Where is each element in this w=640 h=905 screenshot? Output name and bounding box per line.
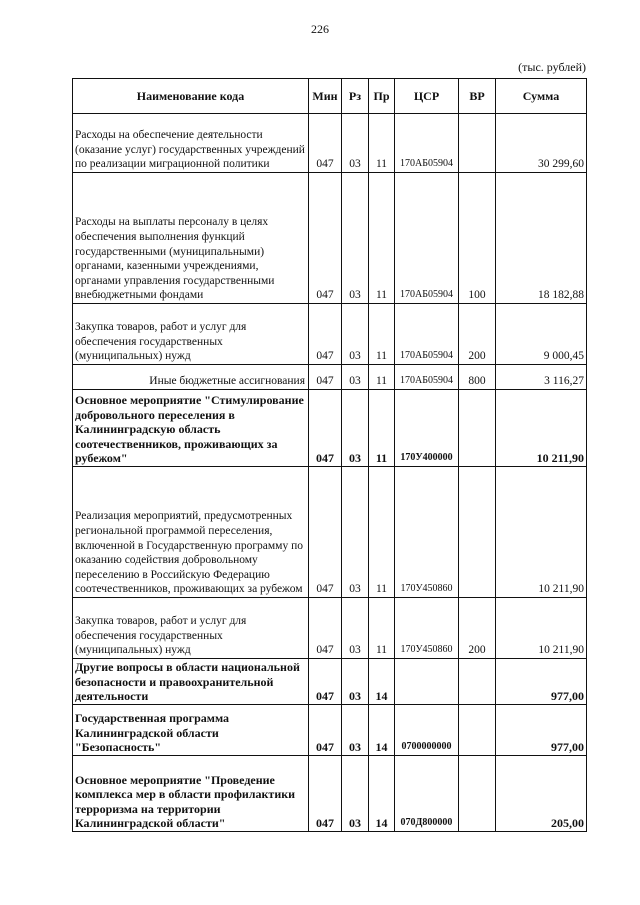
row-sum: 977,00 — [496, 659, 587, 705]
row-name: Государственная программа Калининградской области "Безопасность" — [73, 705, 309, 756]
units-label: (тыс. рублей) — [518, 60, 586, 74]
row-min: 047 — [309, 304, 342, 365]
row-pr: 14 — [369, 659, 395, 705]
row-min: 047 — [309, 114, 342, 173]
table-row — [73, 173, 587, 304]
row-vr — [459, 467, 496, 598]
header-pr: Пр — [369, 79, 395, 114]
row-pr: 11 — [369, 390, 395, 467]
row-sum: 977,00 — [496, 705, 587, 756]
row-rz: 03 — [342, 705, 369, 756]
header-min: Мин — [309, 79, 342, 114]
row-csr: 170АБ05904 — [395, 173, 459, 304]
row-sum: 3 116,27 — [496, 365, 587, 390]
row-vr — [459, 390, 496, 467]
row-sum: 18 182,88 — [496, 173, 587, 304]
row-rz: 03 — [342, 304, 369, 365]
row-sum: 9 000,45 — [496, 304, 587, 365]
row-sum: 10 211,90 — [496, 390, 587, 467]
header-name: Наименование кода — [73, 79, 309, 114]
row-rz: 03 — [342, 467, 369, 598]
table-row — [73, 390, 587, 467]
table-row — [73, 598, 587, 659]
row-rz: 03 — [342, 659, 369, 705]
row-name: Основное мероприятие "Стимулирование добровольного переселения в Калининградскую область соотечественников, проживающих за рубежом" — [73, 390, 309, 467]
header-vr: ВР — [459, 79, 496, 114]
row-rz: 03 — [342, 173, 369, 304]
row-min: 047 — [309, 705, 342, 756]
table-row — [73, 304, 587, 365]
table-row — [73, 467, 587, 598]
table-row — [73, 756, 587, 832]
table-row — [73, 705, 587, 756]
row-csr: 170АБ05904 — [395, 114, 459, 173]
row-vr: 100 — [459, 173, 496, 304]
row-min: 047 — [309, 467, 342, 598]
row-sum: 10 211,90 — [496, 598, 587, 659]
row-min: 047 — [309, 598, 342, 659]
row-csr: 170У400000 — [395, 390, 459, 467]
row-csr: 0700000000 — [395, 705, 459, 756]
table-row — [73, 114, 587, 173]
table-row — [73, 365, 587, 390]
row-min: 047 — [309, 390, 342, 467]
row-min: 047 — [309, 173, 342, 304]
row-pr: 11 — [369, 173, 395, 304]
header-csr: ЦСР — [395, 79, 459, 114]
row-min: 047 — [309, 365, 342, 390]
row-pr: 11 — [369, 598, 395, 659]
row-vr — [459, 114, 496, 173]
row-vr — [459, 659, 496, 705]
row-pr: 11 — [369, 467, 395, 598]
row-vr: 800 — [459, 365, 496, 390]
row-csr: 170АБ05904 — [395, 304, 459, 365]
header-sum: Сумма — [496, 79, 587, 114]
row-pr: 11 — [369, 365, 395, 390]
row-name: Закупка товаров, работ и услуг для обеспечения государственных (муниципальных) нужд — [73, 304, 309, 365]
row-rz: 03 — [342, 756, 369, 832]
row-name: Другие вопросы в области национальной безопасности и правоохранительной деятельности — [73, 659, 309, 705]
row-vr: 200 — [459, 598, 496, 659]
row-csr: 170У450860 — [395, 598, 459, 659]
row-csr: 170У450860 — [395, 467, 459, 598]
row-csr: 070Д800000 — [395, 756, 459, 832]
row-sum: 205,00 — [496, 756, 587, 832]
row-csr — [395, 659, 459, 705]
row-sum: 30 299,60 — [496, 114, 587, 173]
row-vr — [459, 705, 496, 756]
page-number: 226 — [311, 22, 329, 36]
row-rz: 03 — [342, 365, 369, 390]
header-rz: Рз — [342, 79, 369, 114]
row-min: 047 — [309, 756, 342, 832]
row-pr: 11 — [369, 304, 395, 365]
row-name: Реализация мероприятий, предусмотренных региональной программой переселения, включенной в Государственную программу по оказанию содействия добровольному переселению в Российскую Федерацию соотечественников, проживающих за рубежом — [73, 467, 309, 598]
table-row — [73, 659, 587, 705]
budget-table — [72, 78, 587, 832]
row-sum: 10 211,90 — [496, 467, 587, 598]
row-name: Расходы на выплаты персоналу в целях обеспечения выполнения функций государственными (муниципальными) органами, казенными учреждениями, органами управления государственными внебюджетными фондами — [73, 173, 309, 304]
row-pr: 11 — [369, 114, 395, 173]
row-name: Закупка товаров, работ и услуг для обеспечения государственных (муниципальных) нужд — [73, 598, 309, 659]
table-header-row — [73, 79, 587, 114]
row-pr: 14 — [369, 705, 395, 756]
row-csr: 170АБ05904 — [395, 365, 459, 390]
row-rz: 03 — [342, 114, 369, 173]
row-pr: 14 — [369, 756, 395, 832]
row-name: Расходы на обеспечение деятельности (оказание услуг) государственных учреждений по реализации миграционной политики — [73, 114, 309, 173]
row-rz: 03 — [342, 390, 369, 467]
row-vr — [459, 756, 496, 832]
row-vr: 200 — [459, 304, 496, 365]
row-name: Иные бюджетные ассигнования — [73, 365, 309, 390]
row-rz: 03 — [342, 598, 369, 659]
row-min: 047 — [309, 659, 342, 705]
row-name: Основное мероприятие "Проведение комплекса мер в области профилактики терроризма на территории Калининградской области" — [73, 756, 309, 832]
